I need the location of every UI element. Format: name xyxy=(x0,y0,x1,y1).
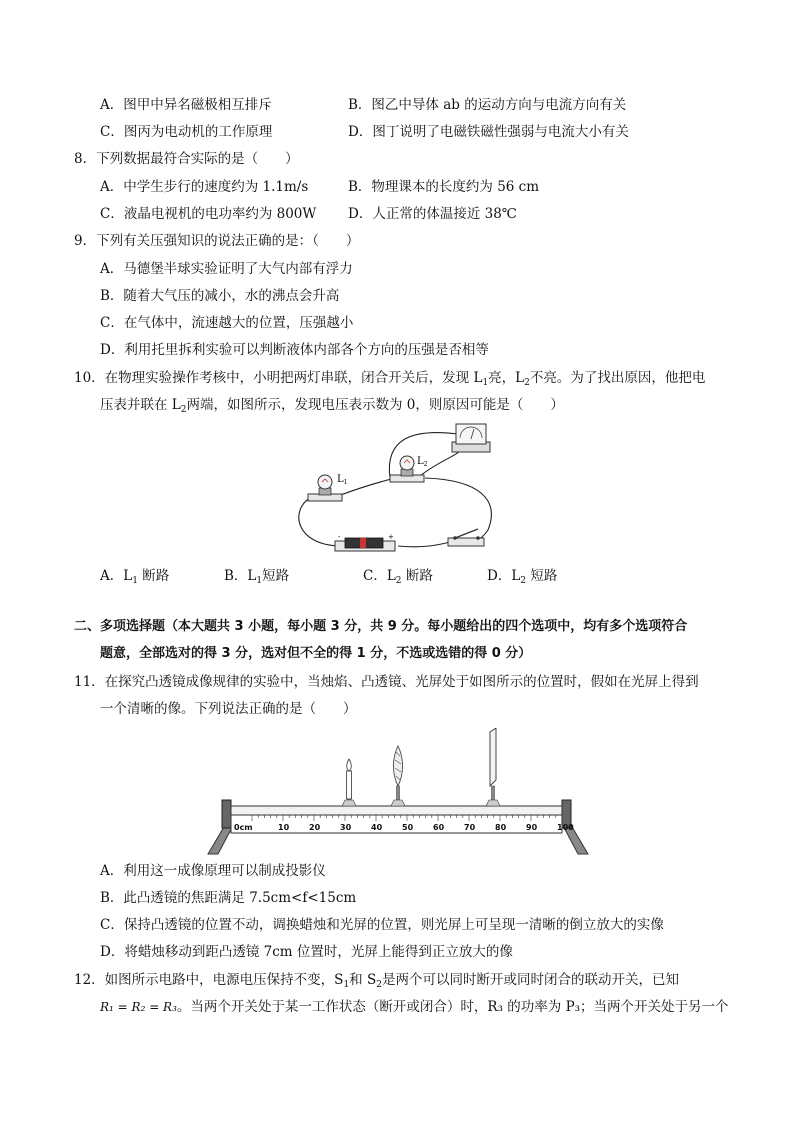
q10-option-d: D．$L_2$ 短路 xyxy=(487,568,558,586)
q8-stem: 8．下列数据最符合实际的是（ ） xyxy=(74,151,299,167)
q10-option-b: B．$L_1$短路 xyxy=(224,568,290,586)
q9-option-c: C．在气体中，流速越大的位置，压强越小 xyxy=(100,315,354,331)
q10-stem-line1: 10．在物理实验操作考核中，小明把两灯串联，闭合开关后，发现 $L_1$亮，$L_2$不亮。为了找出原因，他把电 xyxy=(74,370,706,388)
ruler-label: 80 xyxy=(495,823,507,832)
q9-stem: 9．下列有关压强知识的说法正确的是：（ ） xyxy=(74,233,360,249)
q8-option-c: C．液晶电视机的电功率约为 800W xyxy=(100,206,317,222)
ruler-label: 20 xyxy=(309,823,321,832)
section2-heading-line1: 二、多项选择题（本大题共 3 小题，每小题 3 分，共 9 分。每小题给出的四个选项中，均有多个选项符合 xyxy=(74,619,688,634)
q10-stem-line2: 压表并联在 $L_2$两端，如图所示，发现电压表示数为 0，则原因可能是（ ） xyxy=(100,397,564,415)
q11-option-c: C．保持凸透镜的位置不动，调换蜡烛和光屏的位置，则光屏上可呈现一清晰的倒立放大的实像 xyxy=(100,917,664,933)
lamp-l2 xyxy=(390,456,428,482)
q8-option-a: A．中学生步行的速度约为 1.1m/s xyxy=(100,179,309,195)
q11-stem-line2: 一个清晰的像。下列说法正确的是（ ） xyxy=(100,701,357,717)
lamp-l2-label: $L_2$ xyxy=(417,456,428,468)
lamp-l1 xyxy=(308,474,347,501)
q7-option-d: D．图丁说明了电磁铁磁性强弱与电流大小有关 xyxy=(348,124,629,140)
q7-option-b: B．图乙中导体 ab 的运动方向与电流方向有关 xyxy=(348,97,627,113)
q10-option-a: A．$L_1$ 断路 xyxy=(100,568,170,586)
light-screen xyxy=(486,728,500,806)
ruler-label: 40 xyxy=(371,823,383,832)
ruler-label: 90 xyxy=(526,823,538,832)
q10-circuit-figure xyxy=(290,420,500,560)
q12-stem-line2: R₁ = R₂ = R₃。当两个开关处于某一工作状态（断开或闭合）时，R₃ 的功率为 P₃；当两个开关处于另一个 xyxy=(100,999,729,1015)
section2-heading-line2: 题意，全部选对的得 3 分，选对但不全的得 1 分，不选或选错的得 0 分） xyxy=(100,646,532,661)
ruler-label: 70 xyxy=(464,823,476,832)
q7-option-c: C．图丙为电动机的工作原理 xyxy=(100,124,273,140)
lamp-l1-label: $L_1$ xyxy=(337,474,348,486)
ruler-label: 30 xyxy=(340,823,352,832)
q11-option-a: A．利用这一成像原理可以制成投影仪 xyxy=(100,863,326,879)
q9-option-b: B．随着大气压的减小，水的沸点会升高 xyxy=(100,288,340,304)
q8-option-b: B．物理课本的长度约为 56 cm xyxy=(348,179,540,195)
convex-lens xyxy=(391,746,405,806)
q11-optical-bench-figure xyxy=(200,728,590,856)
ruler-label: 100 xyxy=(557,823,574,832)
ruler-label: 60 xyxy=(433,823,445,832)
switch xyxy=(448,529,484,546)
candle xyxy=(342,759,356,806)
battery xyxy=(335,533,395,551)
q7-option-a: A．图甲中异名磁极相互排斥 xyxy=(100,97,272,113)
ruler-label: 50 xyxy=(402,823,414,832)
ruler-label: 10 xyxy=(278,823,290,832)
ruler-label: 0cm xyxy=(234,823,253,832)
battery-pos-label: + xyxy=(388,533,394,541)
q10-option-c: C．$L_2$ 断路 xyxy=(363,568,433,586)
q11-stem-line1: 11．在探究凸透镜成像规律的实验中，当烛焰、凸透镜、光屏处于如图所示的位置时，假如在光屏上得到 xyxy=(74,674,699,690)
q11-option-d: D．将蜡烛移动到距凸透镜 7cm 位置时，光屏上能得到正立放大的像 xyxy=(100,944,513,960)
q9-option-d: D．利用托里拆利实验可以判断液体内部各个方向的压强是否相等 xyxy=(100,342,489,358)
voltmeter xyxy=(452,424,490,452)
q9-option-a: A．马德堡半球实验证明了大气内部有浮力 xyxy=(100,261,353,277)
q11-option-b: B．此凸透镜的焦距满足 7.5cm<f<15cm xyxy=(100,890,357,906)
q8-option-d: D．人正常的体温接近 38℃ xyxy=(348,206,517,222)
q12-stem-line1: 12．如图所示电路中，电源电压保持不变，$S_1$和 $S_2$是两个可以同时断开或同时闭合的联动开关，已知 xyxy=(74,972,679,990)
battery-neg-label: - xyxy=(338,533,341,541)
